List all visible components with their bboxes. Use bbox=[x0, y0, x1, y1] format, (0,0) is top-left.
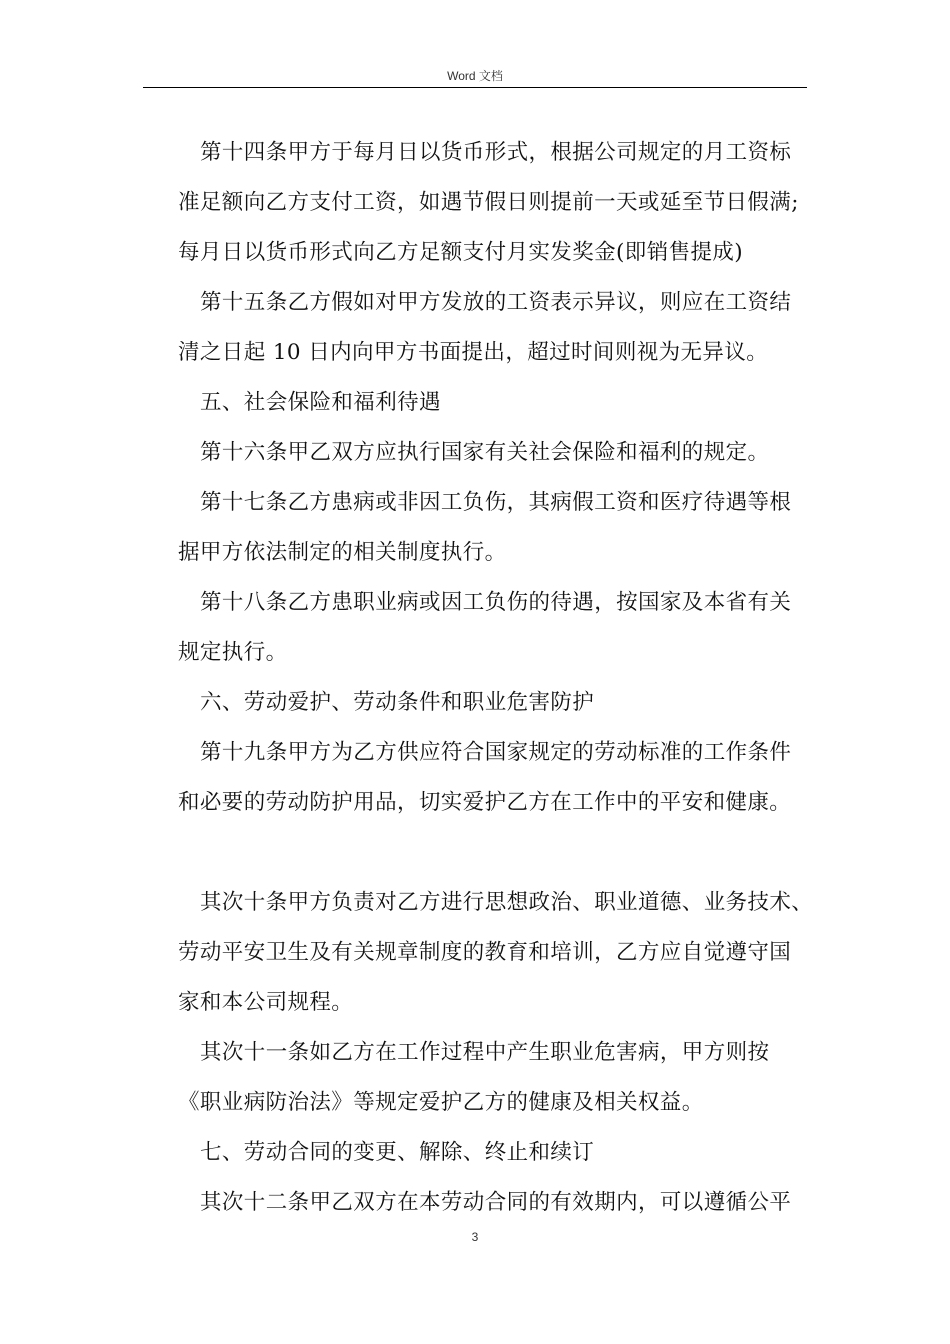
body-line: 和必要的劳动防护用品，切实爱护乙方在工作中的平安和健康。 bbox=[178, 790, 792, 815]
body-line: 其次十二条甲乙双方在本劳动合同的有效期内，可以遵循公平 bbox=[200, 1190, 792, 1215]
body-line: 每月日以货币形式向乙方足额支付月实发奖金(即销售提成) bbox=[178, 240, 744, 265]
body-line: 第十九条甲方为乙方供应符合国家规定的劳动标准的工作条件 bbox=[200, 740, 792, 765]
body-line: 劳动平安卫生及有关规章制度的教育和培训，乙方应自觉遵守国 bbox=[178, 940, 792, 965]
body-line: 第十五条乙方假如对甲方发放的工资表示异议，则应在工资结 bbox=[200, 290, 792, 315]
body-line: 其次十条甲方负责对乙方进行思想政治、职业道德、业务技术、 bbox=[200, 890, 814, 915]
body-line: 据甲方依法制定的相关制度执行。 bbox=[178, 540, 507, 565]
body-line: 第十八条乙方患职业病或因工负伤的待遇，按国家及本省有关 bbox=[200, 590, 792, 615]
body-line: 第十七条乙方患病或非因工负伤，其病假工资和医疗待遇等根 bbox=[200, 490, 792, 515]
header-divider bbox=[143, 87, 807, 88]
section-heading: 七、劳动合同的变更、解除、终止和续订 bbox=[200, 1140, 595, 1165]
page-number: 3 bbox=[471, 1230, 479, 1244]
body-line: 其次十一条如乙方在工作过程中产生职业危害病，甲方则按 bbox=[200, 1040, 770, 1065]
section-heading: 五、社会保险和福利待遇 bbox=[200, 390, 441, 415]
body-line: 第十六条甲乙双方应执行国家有关社会保险和福利的规定。 bbox=[200, 440, 770, 465]
body-line: 第十四条甲方于每月日以货币形式，根据公司规定的月工资标 bbox=[200, 140, 792, 165]
document-header-title: Word 文档 bbox=[447, 69, 503, 83]
document-body bbox=[178, 128, 814, 1228]
section-heading: 六、劳动爱护、劳动条件和职业危害防护 bbox=[200, 690, 595, 715]
body-line: 《职业病防治法》等规定爱护乙方的健康及相关权益。 bbox=[178, 1090, 704, 1115]
body-line: 家和本公司规程。 bbox=[178, 990, 354, 1015]
blank-line bbox=[178, 828, 810, 878]
body-line: 规定执行。 bbox=[178, 640, 288, 665]
body-line: 清之日起 10 日内向甲方书面提出，超过时间则视为无异议。 bbox=[178, 340, 769, 365]
body-line: 准足额向乙方支付工资，如遇节假日则提前一天或延至节日假满; bbox=[178, 190, 799, 215]
